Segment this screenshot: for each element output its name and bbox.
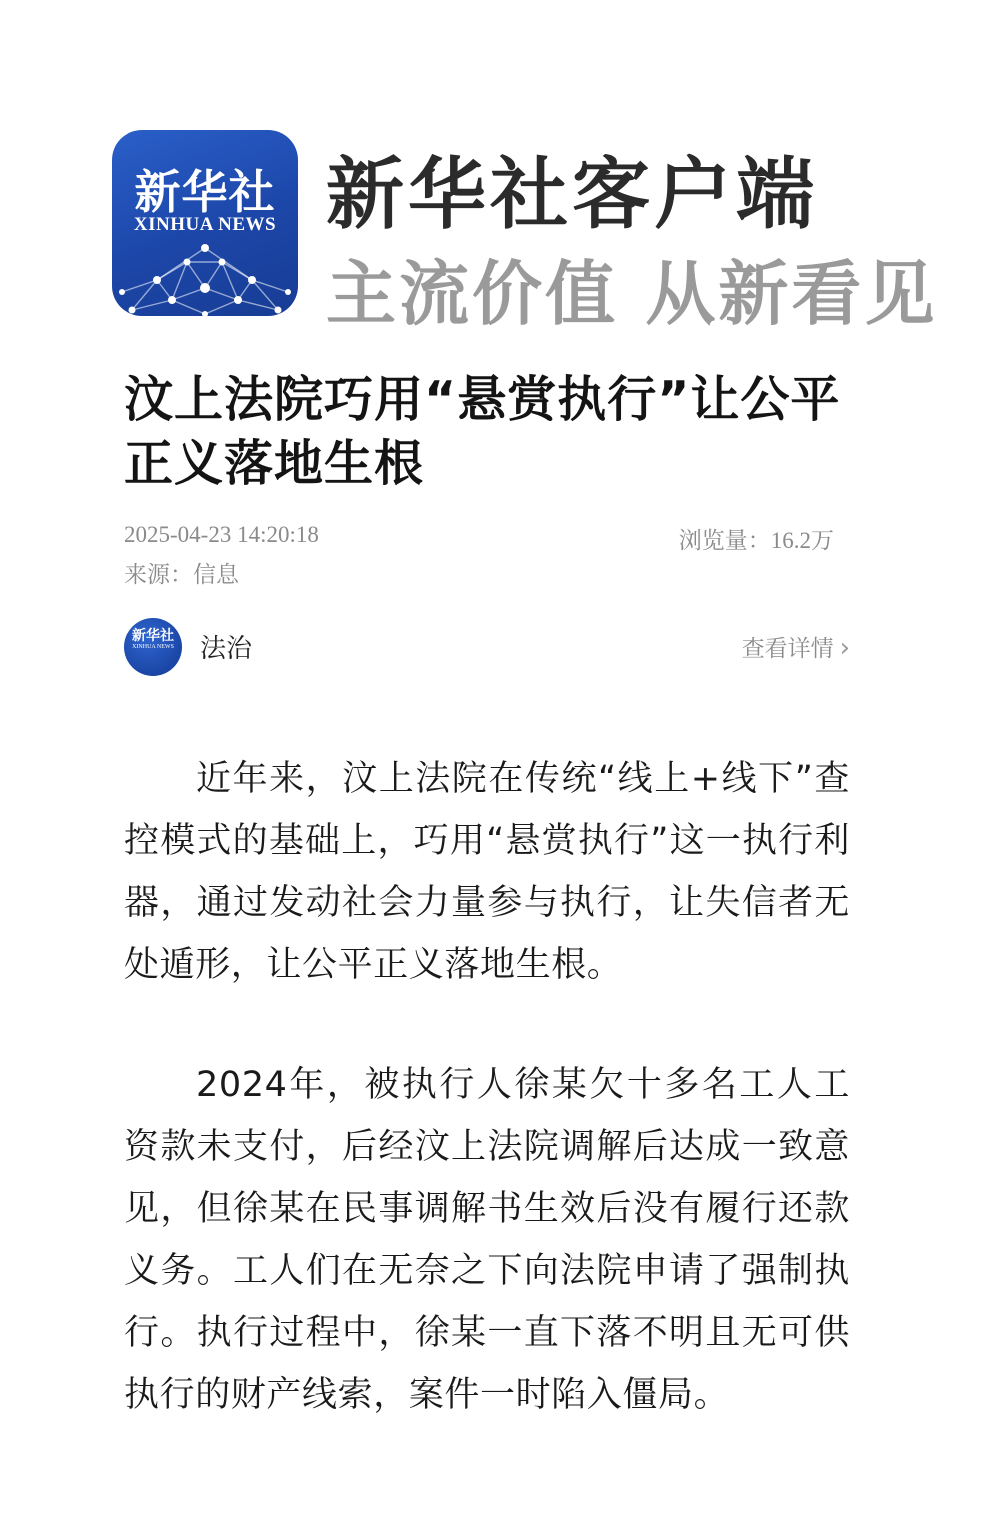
avatar-cn-text: 新华社	[132, 628, 174, 644]
app-title: 新华社客户端	[326, 150, 819, 240]
xinhua-logo	[112, 130, 298, 316]
logo-en-text: XINHUA NEWS	[133, 214, 277, 235]
author-name[interactable]: 法治	[200, 634, 253, 664]
logo-cn-text: 新华社	[134, 165, 276, 219]
article-source: 来源：信息	[124, 562, 239, 588]
view-count-label: 浏览量：	[678, 528, 771, 554]
app-slogan: 主流价值 从新看见	[326, 253, 938, 335]
publish-datetime: 2025-04-23 14:20:18	[124, 522, 319, 547]
author-row	[124, 618, 850, 676]
body-paragraph-1: 近年来，汶上法院在传统“线上+线下”查控模式的基础上，巧用“悬赏执行”这一执行利器，通过发动社会力量参与执行，让失信者无处遁形，让公平正义落地生根。	[124, 759, 850, 985]
avatar-en-text: XINHUA NEWS	[132, 644, 174, 650]
brand-header	[112, 130, 938, 335]
author-avatar[interactable]	[124, 618, 182, 676]
article-body	[124, 748, 850, 1484]
view-details-link[interactable]	[742, 630, 850, 663]
view-details-label: 查看详情	[741, 636, 834, 662]
body-paragraph-2: 2024年，被执行人徐某欠十多名工人工资款未支付，后经汶上法院调解后达成一致意见，但徐某在民事调解书生效后没有履行还款义务。工人们在无奈之下向法院申请了强制执行。执行过程中，徐某一直下落不明且无可供执行的财产线索，案件一时陷入僵局。	[124, 1065, 850, 1415]
view-count-value: 16.2万	[770, 528, 834, 553]
view-count	[679, 522, 834, 555]
network-graphic-icon	[112, 240, 298, 316]
article-title: 汶上法院巧用“悬赏执行”让公平正义落地生根	[124, 371, 841, 492]
chevron-right-icon: ›	[839, 633, 850, 663]
